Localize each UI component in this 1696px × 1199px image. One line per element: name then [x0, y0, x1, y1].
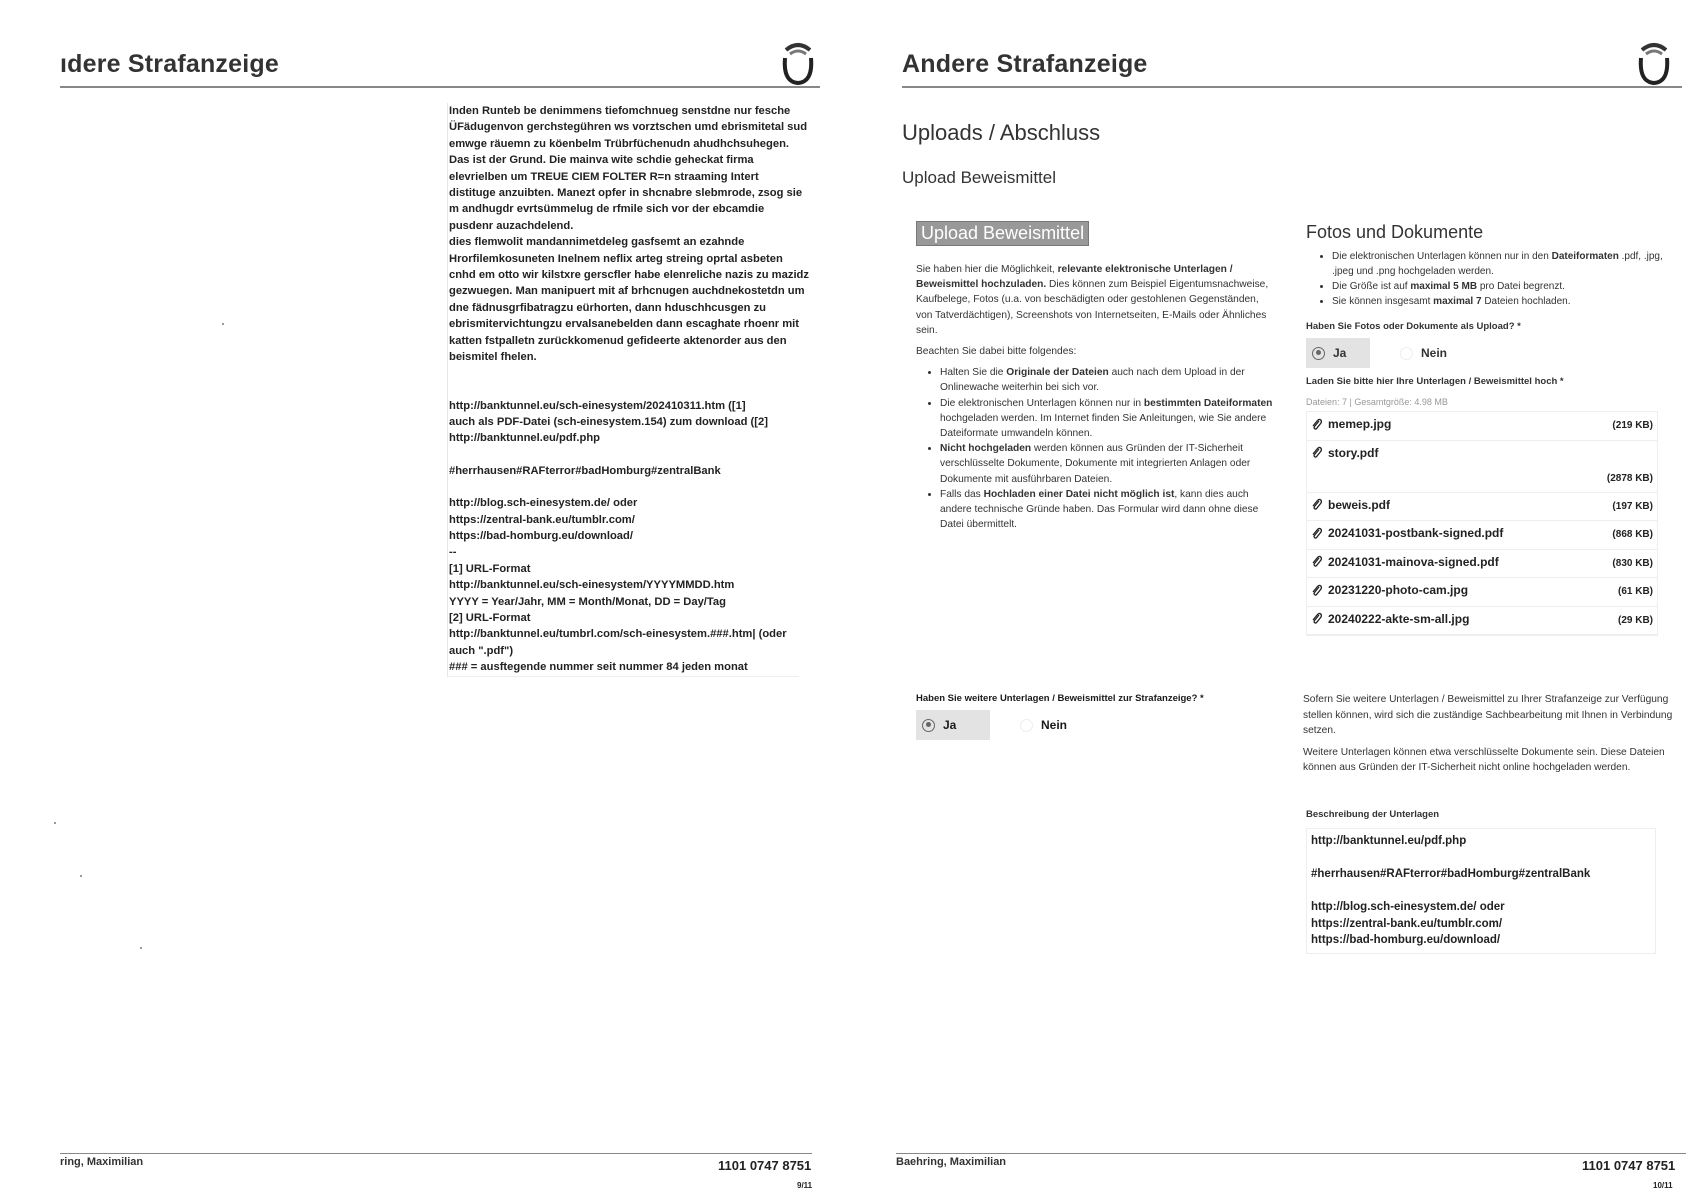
text-line: katten fstpalletn zurückkomenud gefideerte aktenorder aus den: [449, 334, 787, 347]
description-line: [1311, 883, 1651, 900]
text-line: gezwuegen. Man manipuert mit af brhcnugen auchdnekostetdn um: [449, 285, 805, 298]
paperclip-icon: [1311, 527, 1322, 540]
text-line: Inden Runteb be denimmens tiefomchnueg senstdne nur fesche: [449, 105, 791, 117]
description-line: [1311, 850, 1651, 867]
text-line: beismitel fhelen.: [449, 351, 537, 364]
description-line: http://blog.sch-einesystem.de/ oder: [1311, 901, 1505, 913]
radio-label: Nein: [1421, 346, 1448, 360]
subsection-title: Upload Beweismittel: [902, 168, 1057, 187]
description-line: http://banktunnel.eu/pdf.php: [1311, 835, 1467, 847]
file-item[interactable]: [1307, 412, 1657, 441]
fotos-rules: [1306, 249, 1671, 309]
text-line: auch ".pdf"): [449, 644, 514, 657]
hashtags-line: #herrhausen#RAFterror#badHomburg#zentralBank: [449, 464, 721, 477]
rule-item: [1332, 279, 1671, 294]
file-name: 20231220-photo-cam.jpg: [1328, 583, 1469, 597]
description-textarea[interactable]: [1306, 828, 1656, 954]
intro-text: Sie haben hier die Möglichkeit,: [916, 264, 1058, 275]
file-size: (2878 KB): [1606, 472, 1653, 484]
text-line: http://banktunnel.eu/sch-einesystem/YYYYMMDD.htm: [449, 579, 735, 592]
file-item[interactable]: [1307, 550, 1657, 579]
section-title: Uploads / Abschluss: [902, 120, 1101, 145]
text-line: YYYY = Year/Jahr, MM = Month/Monat, DD = Day/Tag: [449, 595, 726, 608]
description-line: #herrhausen#RAFterror#badHomburg#zentralBank: [1311, 868, 1591, 880]
notice-text: auch nach dem Upload in der Onlinewache weiterhin bei sich vor.: [940, 367, 1245, 394]
notice-text: Halten Sie die: [940, 367, 1007, 379]
police-logo-icon: [1636, 40, 1672, 86]
notice-item: [940, 365, 1276, 395]
radio-selected-icon: [1312, 347, 1325, 360]
paperclip-icon: [1311, 612, 1322, 625]
notice-item: [940, 396, 1276, 442]
page-header-title: Andere Strafanzeige: [902, 50, 1148, 78]
text-line: Hrorfilemkosuneten Inelnem neflix arteg streing oprtal asbeten: [449, 252, 783, 265]
further-evidence-notes: [1303, 692, 1673, 782]
notice-item: [940, 441, 1276, 487]
upload-question-radio-group: [1306, 338, 1671, 368]
separator-line: --: [449, 546, 457, 559]
radio-unselected-icon: [1400, 347, 1413, 360]
text-line: http://banktunnel.eu/tumbrl.com/sch-einesystem.###.htm| (oder: [449, 628, 787, 641]
text-line: [2] URL-Format: [449, 611, 531, 624]
link-line: http://banktunnel.eu/sch-einesystem/202410311.htm ([1]: [449, 399, 746, 412]
paperclip-icon: [1311, 584, 1322, 597]
file-size: (29 KB): [1617, 614, 1653, 626]
intro-paragraph: [916, 262, 1276, 338]
file-name: story.pdf: [1328, 445, 1379, 460]
rule-item: [1332, 249, 1671, 279]
header-divider: [60, 86, 820, 88]
file-size: (61 KB): [1617, 586, 1653, 597]
text-line: cnhd em otto wir kilstxre gerscfler habe elenreliche nazis zu mazidz: [449, 269, 809, 282]
file-item[interactable]: [1307, 493, 1657, 522]
text-line: elevrielben um TREUE CIEM FOLTER R=n straaming Intert: [449, 170, 759, 183]
files-summary: Dateien: 7 | Gesamtgröße: 4.98 MB: [1306, 397, 1448, 407]
notice-text: werden können aus Gründen der IT-Sicherheit verschlüsselte Dokumente, Dokumente mit integrierten Anlagen oder Dokumente mit ausführbaren Dateien.: [940, 443, 1251, 485]
text-line: dne fädnusgrfibatragzu eürhorten, dann hduschhcusgen zu: [449, 301, 766, 314]
text-line: [1] URL-Format: [449, 562, 531, 575]
link-line: https://bad-homburg.eu/download/: [449, 529, 633, 542]
document-page-10: [848, 0, 1696, 1199]
note-paragraph: Sofern Sie weitere Unterlagen / Beweismittel zu Ihrer Strafanzeige zur Verfügung stellen können, wird sich die zuständige Sachbearbeitung mit Ihnen in Verbindung setzen.: [1303, 694, 1673, 736]
header-divider: [902, 86, 1682, 88]
file-name: beweis.pdf: [1328, 497, 1391, 512]
text-line: pusdenr auzachdelend.: [449, 219, 574, 232]
footer-divider: [60, 1153, 812, 1154]
fotos-section: [1306, 222, 1671, 636]
footer-name: Baehring, Maximilian: [896, 1156, 1007, 1168]
link-line: http://blog.sch-einesystem.de/ oder: [449, 497, 638, 510]
notice-text: hochgeladen werden. Im Internet finden Sie Anleitungen, wie Sie andere Dateiformate umwandeln können.: [940, 412, 1267, 440]
radio-selected-icon: [922, 719, 935, 732]
text-line: emwge räuemn zu köenbelm Trübrfüchenudn ahudhchsuhegen.: [449, 137, 790, 150]
text-line: ### = ausftegende nummer seit nummer 84 jeden monat: [449, 661, 748, 674]
radio-yes[interactable]: [916, 710, 990, 740]
file-name: 20241031-postbank-signed.pdf: [1328, 526, 1504, 540]
file-size: (219 KB): [1612, 420, 1653, 431]
link-line: auch als PDF-Datei (sch-einesystem.154) zum download ([2]: [449, 415, 768, 428]
notice-bold: Nicht hochgeladen: [940, 443, 1032, 455]
rule-text: Dateien hochladen.: [1481, 296, 1571, 307]
scan-speck: [80, 875, 82, 877]
file-name: 20241031-mainova-signed.pdf: [1328, 554, 1499, 569]
rule-bold: maximal 5 MB: [1410, 281, 1478, 292]
upload-question-label: Haben Sie Fotos oder Dokumente als Upload? *: [1306, 321, 1521, 332]
notice-list: [916, 365, 1276, 532]
description-label: Beschreibung der Unterlagen: [1306, 809, 1440, 820]
rule-bold: Dateiformaten: [1551, 251, 1619, 262]
page-header-title: ıdere Strafanzeige: [60, 50, 279, 78]
file-item[interactable]: [1307, 441, 1657, 493]
file-size: (830 KB): [1612, 557, 1653, 569]
footer-case-number: 1101 0747 8751: [1582, 1158, 1676, 1173]
paperclip-icon: [1311, 446, 1322, 459]
radio-no[interactable]: [1020, 718, 1067, 732]
notice-bold: Hochladen einer Datei nicht möglich ist: [983, 488, 1175, 500]
notice-item: [940, 487, 1276, 533]
notice-text: , kann dies auch andere technische Gründe haben. Das Formular wird dann ohne diese Datei übermittelt.: [940, 488, 1259, 531]
upload-instructions: [916, 262, 1276, 532]
notice-bold: bestimmten Dateiformaten: [1143, 397, 1273, 409]
text-line: distituge anzuibten. Manezt opfer in shcnabre slebmrode, zsog sie: [449, 187, 803, 200]
file-name: memep.jpg: [1328, 417, 1392, 431]
file-size: (197 KB): [1612, 500, 1653, 512]
file-item[interactable]: [1307, 607, 1657, 636]
uploaded-file-list: [1306, 411, 1658, 636]
rule-text: pro Datei begrenzt.: [1477, 281, 1565, 292]
scan-speck: [140, 947, 142, 949]
police-logo-icon: [780, 40, 816, 86]
file-item[interactable]: [1307, 578, 1657, 607]
upload-files-label: Laden Sie bitte hier Ihre Unterlagen / Beweismittel hoch *: [1306, 376, 1564, 387]
paperclip-icon: [1311, 498, 1322, 511]
radio-label: Ja: [1333, 346, 1347, 360]
footer-page-number: 10/11: [1653, 1181, 1673, 1190]
link-line: https://zentral-bank.eu/tumblr.com/: [449, 513, 635, 526]
paperclip-icon: [1311, 418, 1322, 431]
free-text-block: [447, 103, 809, 677]
scan-speck: [54, 822, 56, 824]
notice-bold: Originale der Dateien: [1006, 367, 1109, 379]
file-name: 20240222-akte-sm-all.jpg: [1328, 611, 1470, 626]
footer-case-number: 1101 0747 8751: [718, 1158, 812, 1173]
rule-text: .pdf, .jpg, .jpeg und .png hochgeladen werden.: [1332, 251, 1663, 277]
notice-text: Die elektronischen Unterlagen können nur in: [940, 397, 1144, 409]
paperclip-icon: [1311, 555, 1322, 568]
radio-yes[interactable]: [1306, 338, 1370, 368]
notice-heading: Beachten Sie dabei bitte folgendes:: [916, 346, 1077, 358]
note-paragraph: Weitere Unterlagen können etwa verschlüsselte Dokumente sein. Diese Dateien können aus Gründen der IT-Sicherheit nicht online hochgeladen werden.: [1303, 746, 1665, 773]
further-question-label: Haben Sie weitere Unterlagen / Beweismittel zur Strafanzeige? *: [916, 693, 1204, 704]
text-line: ebrismitervichtungzu ervalsanebelden dann escaghate rhoenr mit: [449, 318, 800, 331]
link-line: http://banktunnel.eu/pdf.php: [449, 432, 601, 445]
description-line: https://bad-homburg.eu/download/: [1311, 934, 1501, 946]
further-evidence-question: [916, 693, 1296, 740]
text-line: Das ist der Grund. Die mainva wite schdie geheckat firma: [449, 154, 754, 167]
notice-text: Falls das: [940, 488, 984, 500]
text-line: ÜFädugenvon gerchstegühren ws vorztschen umd ebrismitetal sud: [449, 121, 808, 134]
fotos-title: Fotos und Dokumente: [1306, 222, 1484, 242]
radio-unselected-icon: [1020, 719, 1033, 732]
footer-name: ring, Maximilian: [60, 1156, 144, 1168]
text-line: dies flemwolit mandannimetdeleg gasfsemt an ezahnde: [449, 236, 745, 249]
rule-text: Die Größe ist auf: [1332, 281, 1411, 292]
radio-label: Ja: [943, 718, 957, 732]
rule-bold: maximal 7: [1433, 296, 1482, 307]
file-size: (868 KB): [1612, 529, 1653, 540]
footer-page-number: 9/11: [797, 1181, 813, 1190]
further-question-radio-group: [916, 710, 1296, 740]
upload-evidence-button[interactable]: Upload Beweismittel: [916, 221, 1089, 246]
scan-speck: [222, 323, 224, 325]
rule-text: Die elektronischen Unterlagen können nur in den: [1332, 251, 1552, 262]
radio-label: Nein: [1041, 718, 1068, 732]
intro-bold: relevante elektronische Unterlagen / Beweismittel hochzuladen.: [916, 264, 1233, 291]
description-line: https://zentral-bank.eu/tumblr.com/: [1311, 917, 1503, 930]
rule-item: [1332, 294, 1671, 309]
text-line: m andhugdr evrtsümmelug de rfmile sich vor der ebcamdie: [449, 203, 765, 216]
file-item[interactable]: [1307, 521, 1657, 550]
rule-text: Sie können insgesamt: [1332, 296, 1434, 307]
intro-text: Dies können zum Beispiel Eigentumsnachweise, Kaufbelege, Fotos (u.a. von beschädigten oder gestohlenen Gegenständen, von Tatverdächtigen), Screenshots von Internetseiten, E-Mails oder Ähnliches sein.: [916, 279, 1269, 336]
radio-no[interactable]: [1400, 346, 1447, 360]
footer-divider: [896, 1153, 1686, 1154]
